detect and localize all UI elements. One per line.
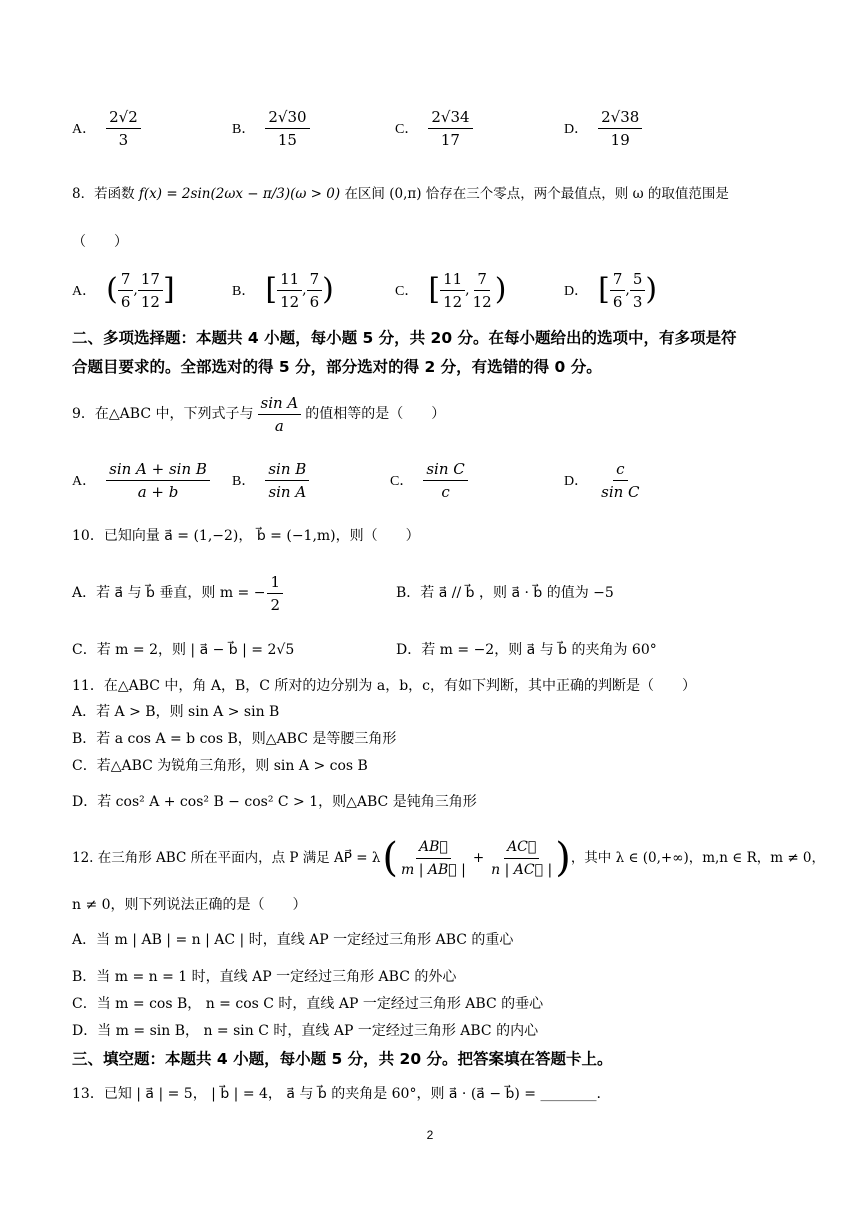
q7-b-fraction: $\frac{2√30}{15}$ [265,108,309,149]
q7-option-a[interactable]: A． $\frac{2√2}{3}$ [72,104,141,152]
q13-stem[interactable]: 13．已知 | a⃗ | = 5， | b⃗ | = 4， a⃗ 与 b⃗ 的夹角是 60°，则 a⃗ · (a⃗ − b⃗) = ________. [72,1086,601,1102]
q10-option-d[interactable]: D．若 m = −2，则 a⃗ 与 b⃗ 的夹角为 60° [396,642,657,658]
section-2-heading-line1: 二、多项选择题：本题共 4 小题，每小题 5 分，共 20 分。在每小题给出的选项中，有多项是符 [72,329,737,347]
q7-d-fraction: $\frac{2√38}{19}$ [598,108,642,149]
q7-option-b[interactable]: B． $\frac{2√30}{15}$ [232,104,310,152]
q12-option-c[interactable]: C．当 m = cos B， n = cos C 时，直线 AP 一定经过三角形 ABC 的垂心 [72,996,544,1012]
q8-function: f(x) = 2sin(2ωx − π/3)(ω > 0) [138,186,341,202]
q12-option-d[interactable]: D．当 m = sin B， n = sin C 时，直线 AP 一定经过三角形 ABC 的内心 [72,1023,539,1039]
q10-option-c[interactable]: C．若 m = 2，则 | a⃗ − b⃗ | = 2√5 [72,642,295,658]
q9-options [72,456,772,504]
q10-option-a[interactable]: A．若 a⃗ 与 b⃗ 垂直，则 m = − $\frac{1}{2}$ [72,570,283,616]
q8-stem: 8．若函数 f(x) = 2sin(2ωx − π/3)(ω > 0) 在区间 (0,π) 恰存在三个零点，两个最值点，则 ω 的取值范围是 [72,186,729,202]
q8-option-b[interactable]: B． [ $\frac{11}{12}$ , $\frac{7}{6}$ ) [232,269,334,311]
q8-option-d[interactable]: D． [ $\frac{7}{6}$ , $\frac{5}{3}$ ) [564,269,658,311]
q8-options [72,266,772,314]
q11-stem: 11．在△ABC 中，角 A，B，C 所对的边分别为 a，b，c，有如下判断，其中正确的判断是（ ） [72,678,697,694]
q10-option-b[interactable]: B．若 a⃗ // b⃗ ，则 a⃗ · b⃗ 的值为 −5 [396,585,614,601]
q11-option-c[interactable]: C．若△ABC 为锐角三角形，则 sin A > cos B [72,758,368,774]
q12-stem: 12. 在三角形 ABC 所在平面内，点 P 满足 AP⃗ = λ ( $\frac{AB⃗}{m | AB⃗ |}$ + $\frac{AC⃗}{n | AC⃗ |}$ ) ，其中 λ ∈ (0,+∞)，m,n ∈ R，m ≠ 0， [72,835,826,881]
q9-option-b[interactable]: B． $\frac{\text{sin B}}{\text{sin A}}$ [232,456,309,504]
q10-stem: 10．已知向量 a⃗ = (1,−2)， b⃗ = (−1,m)，则（ ） [72,528,420,544]
q12-option-b[interactable]: B．当 m = n = 1 时，直线 AP 一定经过三角形 ABC 的外心 [72,969,457,985]
q7-c-fraction: $\frac{2√34}{17}$ [428,108,472,149]
q7-options [72,104,772,152]
q7-option-d[interactable]: D． $\frac{2√38}{19}$ [564,104,642,152]
q12-stem-line2: n ≠ 0，则下列说法正确的是（ ） [72,897,307,913]
q9-option-d[interactable]: D． $\frac{c}{\text{sin C}}$ [564,459,640,501]
q8-option-a[interactable]: A． ( $\frac{7}{6}$ , $\frac{17}{12}$ ] [72,269,175,311]
q7-option-c[interactable]: C． $\frac{2√34}{17}$ [395,104,473,152]
q7-a-fraction: $\frac{2√2}{3}$ [106,108,141,149]
section-3-heading: 三、填空题：本题共 4 小题，每小题 5 分，共 20 分。把答案填在答题卡上。 [72,1050,613,1068]
q9-stem: 9．在△ABC 中，下列式子与 $\frac{\text{sin A}}{a}$ 的值相等的是（ ） [72,393,446,435]
q11-option-a[interactable]: A．若 A > B，则 sin A > sin B [72,704,280,720]
q12-option-a[interactable]: A．当 m | AB | = n | AC | 时，直线 AP 一定经过三角形 ABC 的重心 [72,932,514,948]
q9-option-a[interactable]: A． $\frac{\text{sin A + sin B}}{a + b}$ [72,456,210,504]
q9-option-c[interactable]: C． $\frac{\text{sin C}}{c}$ [390,456,468,504]
page-number: 2 [426,1128,434,1142]
q11-option-b[interactable]: B．若 a cos A = b cos B，则△ABC 是等腰三角形 [72,731,397,747]
q8-option-c[interactable]: C． [ $\frac{11}{12}$ , $\frac{7}{12}$ ) [395,269,507,311]
q11-option-d[interactable]: D．若 cos² A + cos² B − cos² C > 1，则△ABC 是钝角三角形 [72,794,477,810]
section-2-heading-line2: 合题目要求的。全部选对的得 5 分，部分选对的得 2 分，有选错的得 0 分。 [72,358,602,376]
q9-stem-fraction: $\frac{\text{sin A}}{a}$ [258,394,302,435]
q8-paren: （ ） [72,234,128,250]
